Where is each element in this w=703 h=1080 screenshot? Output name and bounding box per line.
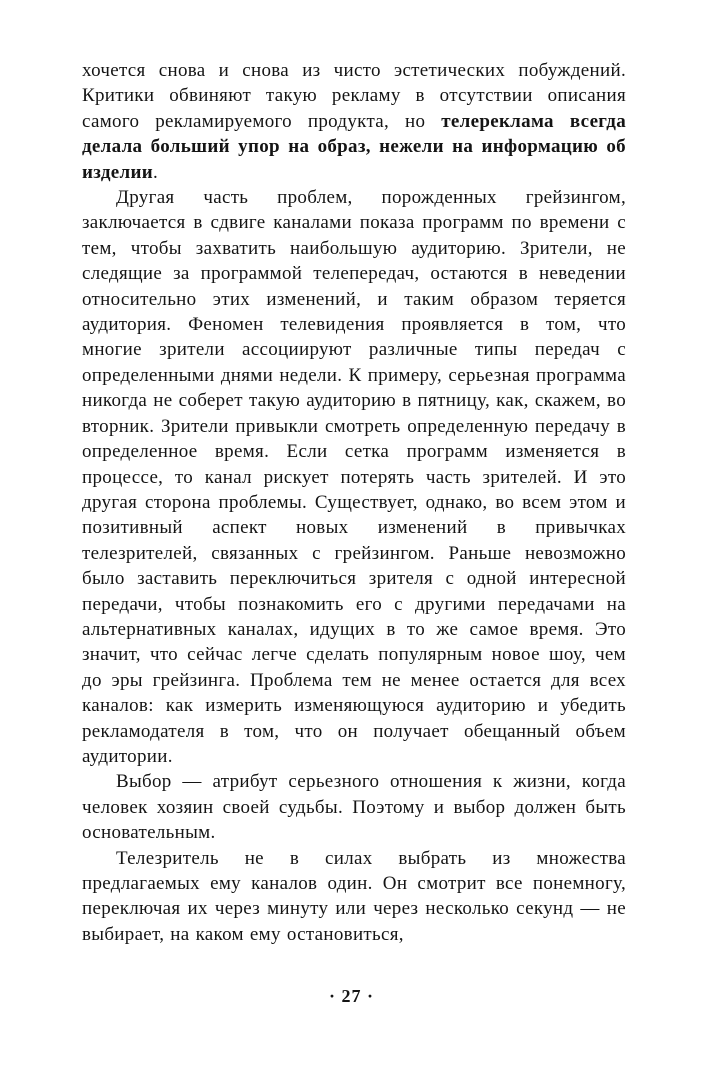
paragraph: [82, 846, 626, 948]
body-text: Выбор — атрибут серьезного отношения к жизни, когда человек хозяин своей судьбы. Поэтому и выбор должен быть основательным.: [82, 771, 626, 844]
page-text-block: [82, 58, 626, 947]
paragraph: [82, 58, 626, 185]
body-text: Телезритель не в силах выбрать из множества предлагаемых ему каналов один. Он смотрит все понемногу, переключая их через минуту или через несколько секунд — не выбирает, на каком ему остановиться,: [82, 847, 626, 945]
paragraph: [82, 769, 626, 845]
body-text: Другая часть проблем, порожденных грейзингом, заключается в сдвиге каналами показа программ по времени с тем, чтобы захватить наибольшую аудиторию. Зрители, не следящие за программой телепередач, остаются в неведении относительно этих изменений, и таким образом теряется аудитория. Феномен телевидения проявляется в том, что многие зрители ассоциируют различные типы передач с определенными днями недели. К примеру, серьезная программа никогда не соберет такую аудиторию в пятницу, как, скажем, во вторник. Зрители привыкли смотреть определенную передачу в определенное время. Если сетка программ изменяется в процессе, то канал рискует потерять часть зрителей. И это другая сторона проблемы. Существует, однако, во всем этом и позитивный аспект новых изменений в привычках телезрителей, связанных с грейзингом. Раньше невозможно было заставить переключиться зрителя с одной интересной передачи, чтобы познакомить его с другими передачами на альтернативных каналах, идущих в то же самое время. Это значит, что сейчас легче сделать популярным новое шоу, чем до эры грейзинга. Проблема тем не менее остается для всех каналов: как измерить изменяющуюся аудиторию и убедить рекламодателя в том, что он получает обещанный объем аудитории.: [82, 187, 626, 767]
bold-emphasis-text: телереклама всегда делала больший упор на образ, нежели на информацию об изделии: [82, 110, 626, 183]
body-text: .: [152, 161, 159, 183]
body-text: хочется снова и снова из чисто эстетических побуждений. Критики обвиняют такую рекламу в отсутствии описания самого рекламируемого продукта, но: [82, 60, 626, 132]
paragraph: [82, 185, 626, 769]
page-number: · 27 ·: [328, 986, 374, 1006]
